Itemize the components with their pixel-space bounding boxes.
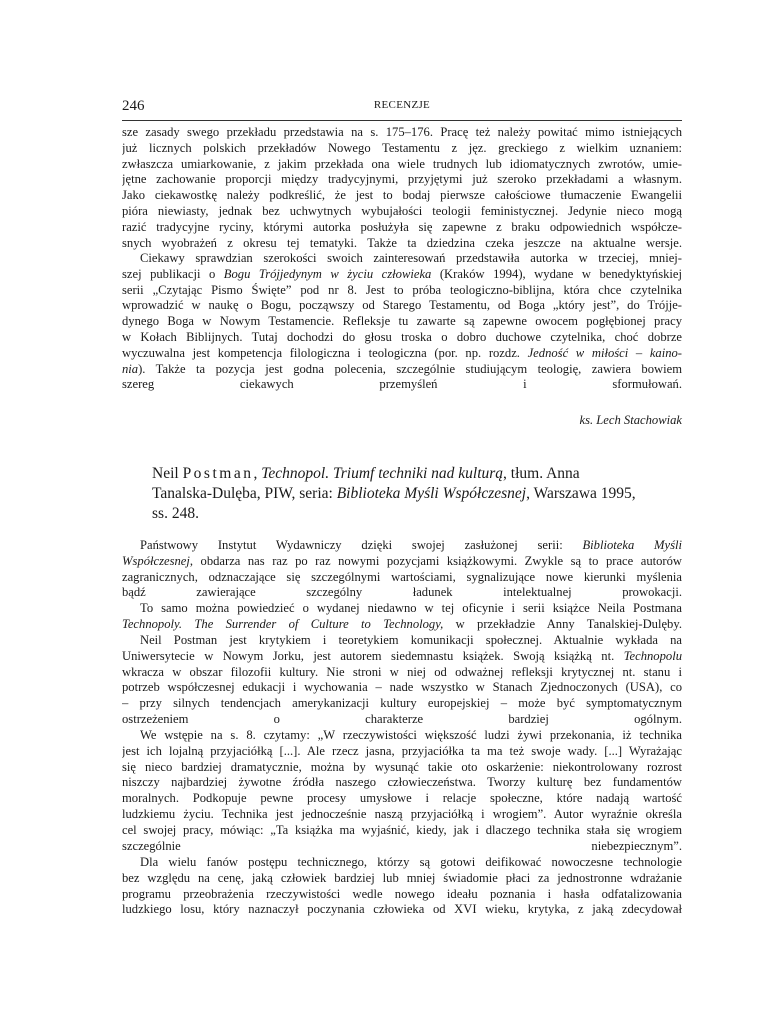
- text-line: Ciekawy sprawdzian szerokości swoich zainteresowań przedstawiła autorka w trzeciej, mniej-: [140, 251, 682, 265]
- text-line: moralnych. Podkopuje pewne procesy umysłowe i relacje społeczne, które nadają wartość: [122, 791, 682, 806]
- review1-paragraph-1: [122, 125, 682, 251]
- text-line: To samo można powiedzieć o wydanej niedawno w tej oficynie i serii książce Neila Postmana: [140, 601, 682, 615]
- series-title: Współczesnej: [122, 553, 190, 568]
- text-line: snych wyobrażeń z okresu tej tematyki. Także ta dziedzina czeka jeszcze na aktualne wersje.: [122, 235, 682, 250]
- text-line: szej publikacji o Bogu Trójjedynym w życiu człowieka (Kraków 1994), wydane w benedyktyńskiej: [122, 266, 682, 281]
- text-line: We wstępie na s. 8. czytamy: „W rzeczywistości większość ludzi żywi przekonania, iż technika: [140, 728, 682, 742]
- book-title: Technopol. Triumf techniki nad kulturą: [261, 465, 504, 482]
- series-title: Biblioteka Myśli Współczesnej: [336, 485, 527, 502]
- chapter-title: Jedność w miłości – kaino-: [527, 345, 682, 360]
- review-title: [152, 464, 672, 524]
- running-head: RECENZJE: [373, 99, 431, 111]
- text-line: szereg ciekawych przemyśleń i sformułowań.: [122, 377, 682, 392]
- text-line: bez względu na cenę, jaką człowiek bardziej lub mniej świadomie płaci za jednostronne wdrażanie: [122, 870, 682, 885]
- text-line: Państwowy Instytut Wydawniczy dzięki swojej zasłużonej serii: Biblioteka Myśli: [140, 538, 682, 552]
- text-line: potrzeb współczesnej edukacji i wychowania – nade wszystko w Stanach Zjednoczonych (USA), co: [122, 680, 682, 695]
- page-number: 246: [122, 98, 145, 114]
- text-line: Dla wielu fanów postępu technicznego, którzy są gotowi deifikować nowoczesne technologie: [140, 855, 682, 869]
- text-line: wkracza w obszar filozofii kultury. Nie stroni w niej od odważnej refleksji krytycznej nt. stanu i: [122, 664, 682, 679]
- book-title: Technopolu: [623, 648, 682, 663]
- text-line: Neil Postman jest krytykiem i teoretykiem komunikacji społecznej. Aktualnie wykłada na: [140, 633, 682, 647]
- text-line: ludzkiemu życiu. Technika jest jednocześnie naszą przyjaciółką i wrogiem”. Autor wyraźnie określa: [122, 806, 682, 821]
- title-line-2: Tanalska-Dulęba, PIW, seria: Biblioteka Myśli Współczesnej, Warszawa 1995,: [152, 485, 636, 502]
- text-line: Uniwersytecie w Nowym Jorku, jest autorem siedemnastu książek. Swoją książką nt. Technopolu: [122, 648, 682, 663]
- text-line: zagranicznych, odznaczające się szczególnymi wartościami, sygnalizujące nowe kierunki myślenia: [122, 569, 682, 584]
- text-line: razić tradycyjne ryciny, którymi autorka posłużyła się zapewne z braku odpowiednich współcze-: [122, 219, 682, 234]
- review2-paragraph-5: [122, 855, 682, 918]
- text-line: jest ich lojalną przyjaciółką [...]. Ale rzecz jasna, przyjaciółka ta ma też swoje wady. [...] Wyrażając: [122, 743, 682, 758]
- text-line: nia). Także ta pozycja jest godna polecenia, szczególnie studiującym teologię, zawiera bowiem: [122, 361, 682, 376]
- text-line: wyczuwalna jest kompetencja filologiczna i teologiczna (por. np. rozdz. Jedność w miłości – kaino-: [122, 345, 682, 360]
- text-line: Jako ciekawostkę należy podkreślić, że jest to bodaj pierwsze całościowe tłumaczenie Ewangelii: [122, 188, 682, 203]
- review1-paragraph-2: [122, 251, 682, 393]
- text-line: – przy silnych tendencjach amerykanizacji kultury europejskiej – może być symptomatycznym: [122, 696, 682, 711]
- text-line: serii „Czytając Pismo Święte” pod nr 8. Jest to próba teologiczno-biblijna, która chce czytelnika: [122, 282, 682, 297]
- text-line: jętne zachowanie proporcji między tradycyjnymi, przyjętymi już szeroko przekładami a własnym.: [122, 172, 682, 187]
- author-surname: Postman: [182, 465, 254, 482]
- text-line: niszczy najbardziej żywotne źródła naszego człowieczeństwa. Tworzy kulturę bez fundamentów: [122, 775, 682, 790]
- series-title: Biblioteka Myśli: [582, 538, 682, 552]
- text-line: ostrzeżeniem o charakterze bardziej ogólnym.: [122, 711, 682, 726]
- text-line: programu przeobrażenia rzeczywistości wedle nowego ideału poznania i hasła odfatalizowania: [122, 886, 682, 901]
- page-header: [122, 98, 682, 121]
- text-line: Współczesnej, obdarza nas raz po raz nowymi pozycjami książkowymi. Zwykle są to prace autorów: [122, 553, 682, 568]
- text-line: w Kołach Biblijnych. Tutaj dochodzi do głosu troska o dobro duchowe czytelnika, choć dobrze: [122, 329, 682, 344]
- text-line: zwłaszcza umiarkowanie, z jakim przekłada ona wiele trudnych lub idiomatycznych zwrotów, umie-: [122, 156, 682, 171]
- text-line: bądź zawierające szczególny ładunek intelektualnej prowokacji.: [122, 585, 682, 600]
- text-line: cel swojej pracy, mówiąc: „Ta książka ma wyjaśnić, kiedy, jak i dlaczego technika stała się wrogiem: [122, 822, 682, 837]
- review2-paragraph-3: [122, 633, 682, 728]
- title-line-1: Neil Postman, Technopol. Triumf techniki nad kulturą, tłum. Anna: [152, 465, 580, 482]
- review2-paragraph-2: [122, 601, 682, 633]
- text-line: się nieco bardziej dramatycznie, można by wysunąć takie oto oskarżenie: niekontrolowany rozrost: [122, 759, 682, 774]
- book-title: Bogu Trójjedynym w życiu człowieka: [223, 266, 432, 281]
- text-line: wprowadzić w naukę o Bogu, począwszy od Starego Testamentu, od Boga „który jest”, do Trójje-: [122, 298, 682, 313]
- chapter-title: nia: [122, 361, 139, 376]
- review2-paragraph-1: [122, 538, 682, 601]
- text-line: dynego Boga w Nowym Testamencie. Refleksje tu zawarte są zapewne owocem pogłębionej pracy: [122, 314, 682, 329]
- text-line: ludzkiego losu, który naznaczył poczynania człowieka od XVI wieku, krytyka, z jaką zdecydował: [122, 902, 682, 917]
- reviewer-signature: ks. Lech Stachowiak: [579, 413, 682, 427]
- text-line: już licznych polskich przekładów Nowego Testamentu z jęz. greckiego z wielkim uznaniem:: [122, 140, 682, 155]
- text-line: sze zasady swego przekładu przedstawia na s. 175–176. Pracę też należy powitać mimo istniejących: [122, 125, 682, 139]
- review2-paragraph-4: [122, 728, 682, 854]
- book-title: Technopoly. The Surrender of Culture to Technology,: [122, 616, 444, 631]
- text-line: Technopoly. The Surrender of Culture to Technology, w przekładzie Anny Tanalskiej-Dulęby.: [122, 616, 682, 631]
- title-line-3: ss. 248.: [152, 505, 199, 522]
- text-line: szczególnie niebezpiecznym”.: [122, 838, 682, 853]
- text-line: pióra niewiasty, jednak bez uchwytnych wybujałości teologii feministycznej. Jedynie nieco mogą: [122, 203, 682, 218]
